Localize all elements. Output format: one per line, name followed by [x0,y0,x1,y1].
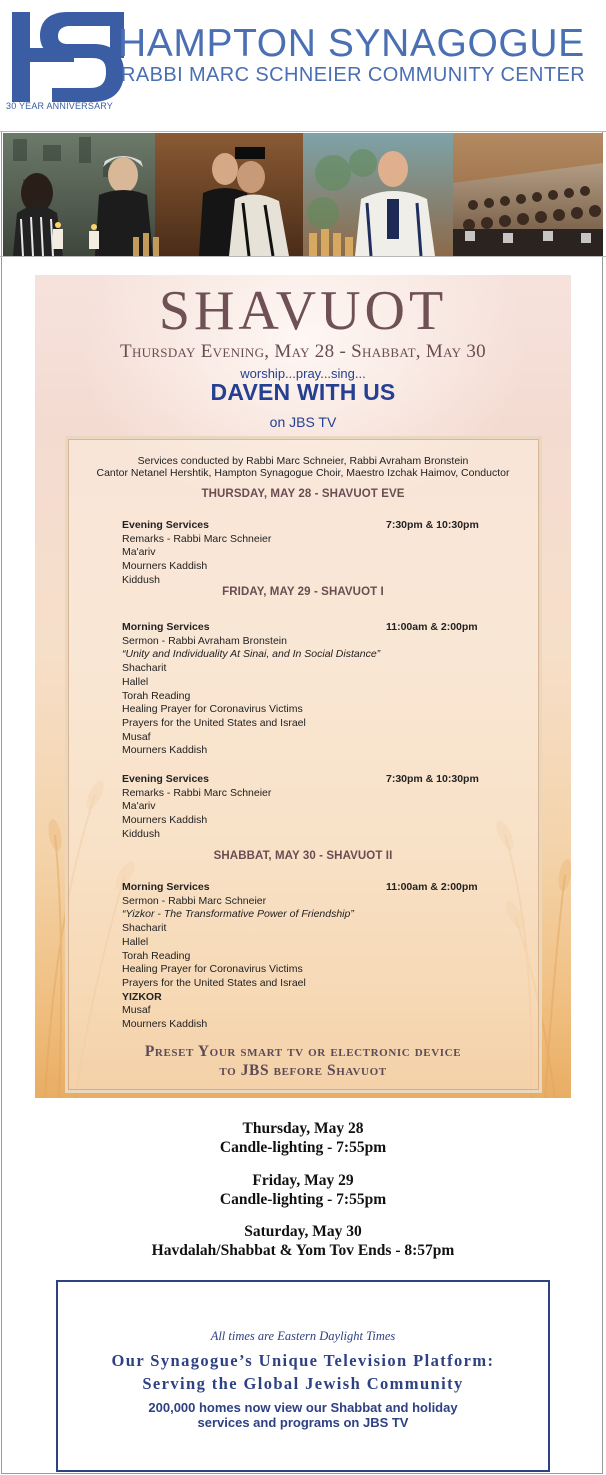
service-line: Torah Reading [122,689,191,702]
time-day: Friday, May 29 [252,1172,354,1189]
time-day: Saturday, May 30 [244,1223,362,1240]
header-divider [0,131,606,132]
credits-line-1: Services conducted by Rabbi Marc Schneier, Rabbi Avraham Bronstein [137,455,469,467]
service-line: Mourners Kaddish [122,744,208,757]
service-time: 11:00am & 2:00pm [386,881,478,893]
time-entry [0,1171,606,1209]
jbs-platform-box [56,1280,550,1472]
platform-heading-line-2: Serving the Global Jewish Community [142,1374,464,1393]
service-time: 11:00am & 2:00pm [386,621,478,633]
poster-title: SHAVUOT [158,280,448,342]
service-time: 7:30pm & 10:30pm [386,773,479,785]
service-line: Healing Prayer for Coronavirus Victims [122,703,303,716]
service-line: Remarks - Rabbi Marc Schneier [122,786,272,799]
daven-with-us-heading: DAVEN WITH US [210,379,396,405]
service-line: Hallel [122,675,149,688]
service-time: 7:30pm & 10:30pm [386,519,479,531]
preset-line-2: to JBS before Shavuot [219,1062,387,1079]
service-line: Shacharit [122,922,167,935]
site-header [0,0,606,132]
poster-tagline: worship...pray...sing... [240,366,366,381]
service-title: Morning Services [122,881,210,893]
preset-line-1: Preset Your smart tv or electronic device [144,1043,462,1060]
service-line: Healing Prayer for Coronavirus Victims [122,963,303,976]
service-block [122,621,502,758]
service-line: Mourners Kaddish [122,560,208,573]
hs-logo-icon [6,8,126,108]
service-line: Remarks - Rabbi Marc Schneier [122,532,272,545]
platform-body-line-2: services and programs on JBS TV [197,1415,409,1430]
time-detail: Candle-lighting - 7:55pm [219,1191,387,1208]
shavuot-poster [35,275,571,1098]
org-subtitle: RABBI MARC SCHNEIER COMMUNITY CENTER [121,64,586,86]
service-block [122,881,502,1032]
service-block [122,773,502,842]
anniversary-caption: 30 YEAR ANNIVERSARY [6,101,114,111]
service-line: Mourners Kaddish [122,1018,208,1031]
service-line: Prayers for the United States and Israel [122,716,306,729]
credits [35,455,571,479]
service-line: Shacharit [122,662,167,675]
service-block [122,519,502,588]
service-line: Torah Reading [122,949,191,962]
service-line: Musaf [122,1004,151,1017]
time-detail: Candle-lighting - 7:55pm [219,1139,387,1156]
photo-banner [3,133,603,256]
timezone-note: All times are Eastern Daylight Times [210,1329,396,1343]
service-title: Evening Services [122,773,209,785]
platform-heading-line-1: Our Synagogue’s Unique Television Platform: [111,1351,495,1370]
service-title: Morning Services [122,621,210,633]
service-line: Prayers for the United States and Israel [122,976,306,989]
time-detail: Havdalah/Shabbat & Yom Tov Ends - 8:57pm [151,1242,455,1259]
yizkor-line: YIZKOR [122,990,162,1003]
poster-dates: Thursday Evening, May 28 - Shabbat, May 30 [120,341,486,362]
service-line: Sermon - Rabbi Avraham Bronstein [122,634,287,647]
preset-notice [35,1042,571,1080]
org-name: HAMPTON SYNAGOGUE [118,22,585,65]
platform-body [58,1400,548,1430]
congregation-photo-collage [3,133,603,256]
time-entry [0,1222,606,1260]
day-heading: THURSDAY, MAY 28 - SHAVUOT EVE [201,488,405,500]
platform-body-line-1: 200,000 homes now view our Shabbat and holiday [148,1400,458,1415]
service-line: Hallel [122,935,149,948]
service-line: Musaf [122,730,151,743]
day-heading: FRIDAY, MAY 29 - SHAVUOT I [222,586,384,598]
service-line: Kiddush [122,827,160,840]
service-title: Evening Services [122,519,209,531]
time-day: Thursday, May 28 [242,1120,364,1137]
time-entry [0,1119,606,1157]
platform-heading [58,1349,548,1395]
sermon-title: “Yizkor - The Transformative Power of Friendship” [122,908,354,921]
day-heading: SHABBAT, MAY 30 - SHAVUOT II [213,850,393,862]
service-line: Ma'ariv [122,800,156,813]
service-line: Kiddush [122,573,160,586]
service-line: Sermon - Rabbi Marc Schneier [122,894,267,907]
service-line: Mourners Kaddish [122,814,208,827]
credits-line-2: Cantor Netanel Hershtik, Hampton Synagogue Choir, Maestro Izchak Haimov, Conductor [96,467,510,479]
banner-divider [0,256,606,257]
sermon-title: “Unity and Individuality At Sinai, and In Social Distance” [122,648,381,661]
service-line: Ma'ariv [122,546,156,559]
on-jbs-tv-label: on JBS TV [269,414,337,430]
